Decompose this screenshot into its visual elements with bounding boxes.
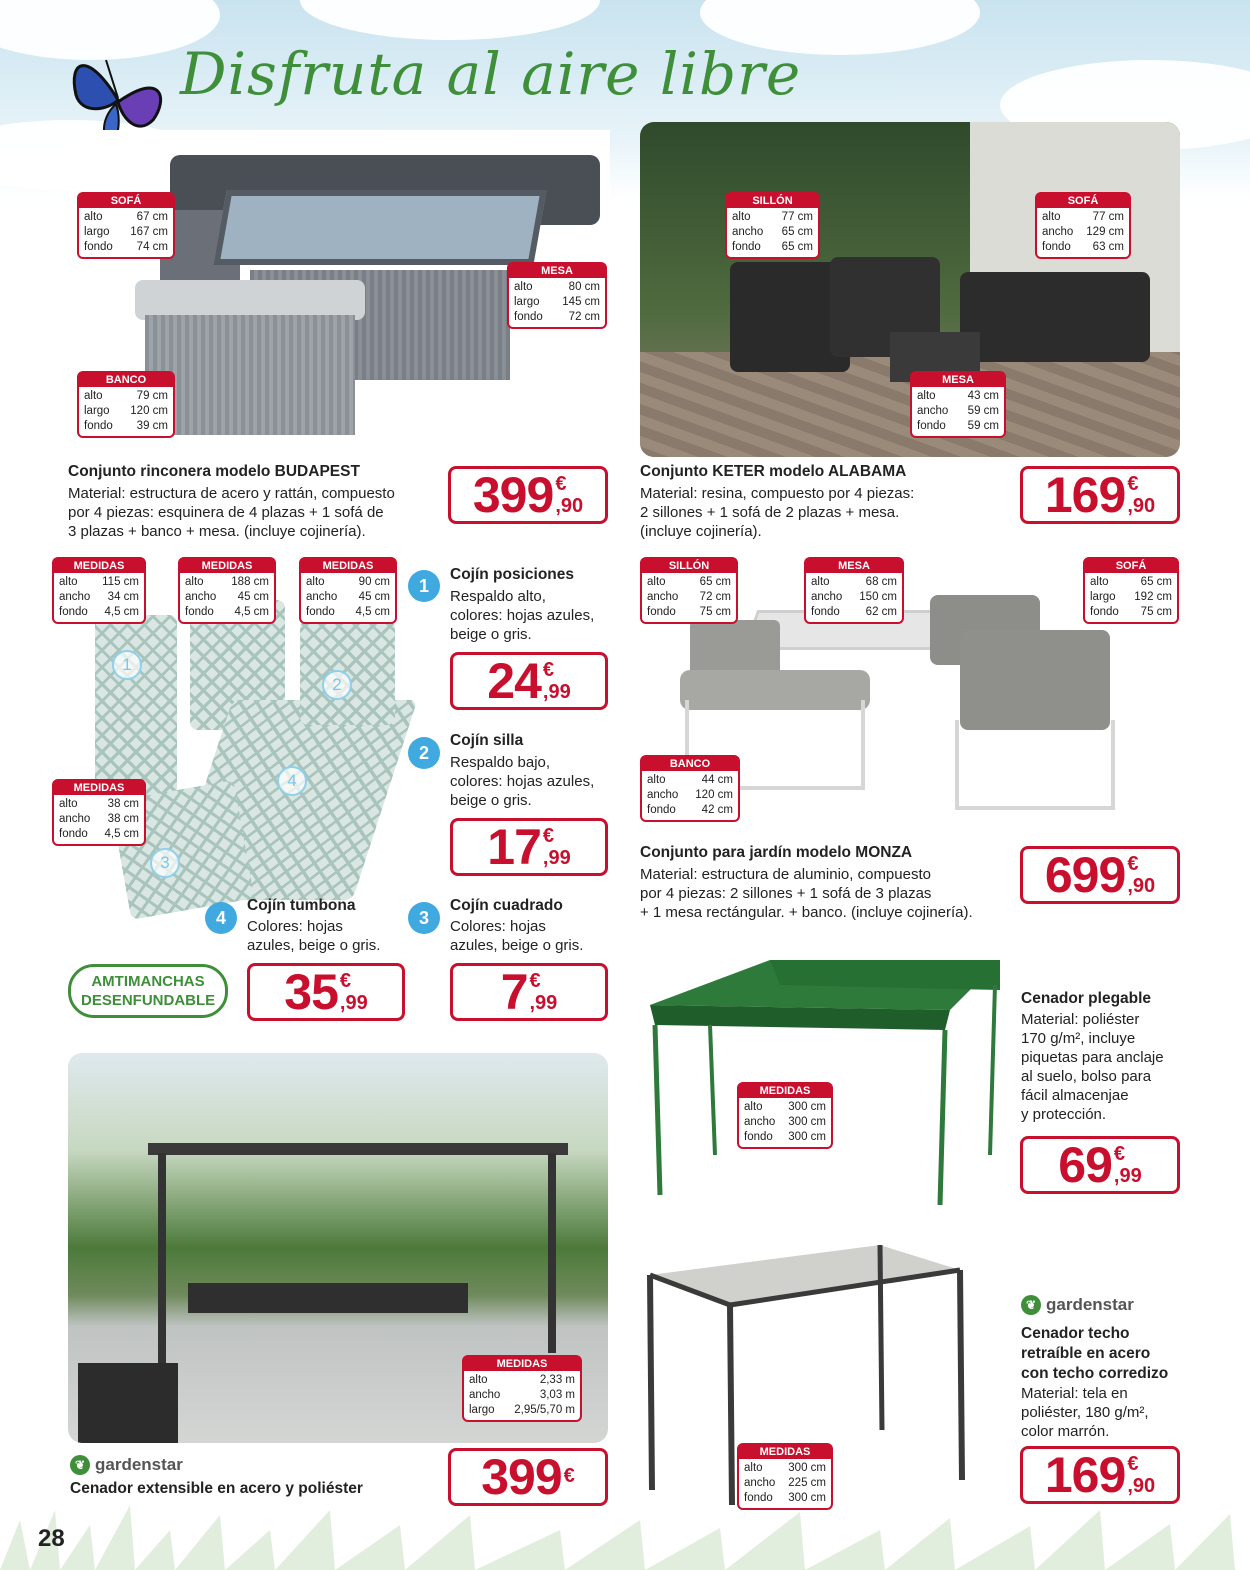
budapest-desc: Material: estructura de acero y rattán, compuesto por 4 piezas: esquinera de 4 plazas + 1 sofá de 3 plazas + banco + mesa. (incluye cojinería). xyxy=(68,485,395,540)
dims-header: MEDIDAS xyxy=(739,1445,831,1459)
grass-decoration xyxy=(0,1500,1250,1570)
cushion-1-name: Cojín posiciones xyxy=(450,566,575,583)
dims-row: fondo 300 cm xyxy=(744,1492,826,1504)
dims-row: ancho 225 cm xyxy=(744,1477,826,1489)
monza-mesa-dims xyxy=(804,557,904,624)
dims-header: MEDIDAS xyxy=(739,1084,831,1098)
gardenstar-brand: ❦ gardenstar xyxy=(70,1455,183,1475)
dims-row: fondo 42 cm xyxy=(647,804,733,816)
monza-name: Conjunto para jardín modelo MONZA xyxy=(640,844,913,861)
dims-row: alto 115 cm xyxy=(59,576,139,588)
cenador-techo-desc: Material: tela en poliéster, 180 g/m², color marrón. xyxy=(1021,1385,1149,1440)
dims-row: fondo 63 cm xyxy=(1042,241,1124,253)
dims-row: alto 79 cm xyxy=(84,390,168,402)
dims-header: MEDIDAS xyxy=(54,781,144,795)
cushion-2-number: 2 xyxy=(408,737,440,769)
cushion-2-name: Cojín silla xyxy=(450,732,524,749)
cushion-3-price: 7 € ,99 xyxy=(450,963,608,1021)
dims-row: ancho 129 cm xyxy=(1042,226,1124,238)
dims-row: alto 77 cm xyxy=(732,211,813,223)
monza-price: 699 € ,90 xyxy=(1020,846,1180,904)
dims-row: largo 2,95/5,70 m xyxy=(469,1404,575,1416)
dims-header: MESA xyxy=(509,264,605,278)
dims-header: SOFÁ xyxy=(1037,194,1129,208)
dims-row: fondo 4,5 cm xyxy=(59,828,139,840)
dims-row: fondo 65 cm xyxy=(732,241,813,253)
dims-row: fondo 59 cm xyxy=(917,420,999,432)
dims-row: fondo 4,5 cm xyxy=(306,606,390,618)
dims-header: MEDIDAS xyxy=(301,559,395,573)
dims-row: ancho 45 cm xyxy=(185,591,269,603)
dims-row: alto 65 cm xyxy=(647,576,731,588)
cenador-extensible-dims xyxy=(462,1355,582,1422)
cushion-4-name: Cojín tumbona xyxy=(247,897,356,914)
cenador-techo-name: Cenador techo retraíble en acero con techo corredizo xyxy=(1021,1325,1169,1382)
dims-header: BANCO xyxy=(79,373,173,387)
budapest-banco-dims xyxy=(77,371,175,438)
cushion-1-number: 1 xyxy=(408,570,440,602)
dims-row: ancho 300 cm xyxy=(744,1116,826,1128)
dims-row: ancho 34 cm xyxy=(59,591,139,603)
budapest-sofa-dims xyxy=(77,192,175,259)
cushion-4-number: 4 xyxy=(205,902,237,934)
alabama-sillon-dims xyxy=(725,192,820,259)
cushion-label-2: 2 xyxy=(322,670,352,700)
dims-row: ancho 120 cm xyxy=(647,789,733,801)
dims-row: alto 38 cm xyxy=(59,798,139,810)
alabama-sofa-dims xyxy=(1035,192,1131,259)
cushion-2-desc: Respaldo bajo, colores: hojas azules, beige o gris. xyxy=(450,754,595,809)
page-title: Disfruta al aire libre xyxy=(180,40,802,108)
dims-row: alto 300 cm xyxy=(744,1101,826,1113)
dims-header: BANCO xyxy=(642,757,738,771)
dims-row: fondo 62 cm xyxy=(811,606,897,618)
dims-row: ancho 72 cm xyxy=(647,591,731,603)
cushion-3-name: Cojín cuadrado xyxy=(450,897,563,914)
cushion-1-dims xyxy=(52,557,146,624)
dims-row: alto 43 cm xyxy=(917,390,999,402)
monza-banco-dims xyxy=(640,755,740,822)
dims-header: MESA xyxy=(806,559,902,573)
cushion-4-desc: Colores: hojas azules, beige o gris. xyxy=(247,918,381,954)
dims-row: ancho 150 cm xyxy=(811,591,897,603)
dims-row: largo 192 cm xyxy=(1090,591,1172,603)
cushion-2-image xyxy=(300,620,395,725)
cenador-extensible-price: 399 € xyxy=(448,1448,608,1506)
dims-row: fondo 300 cm xyxy=(744,1131,826,1143)
cushion-2-dims xyxy=(299,557,397,624)
cenador-extensible-name: Cenador extensible en acero y poliéster xyxy=(70,1480,363,1497)
cushion-label-4: 4 xyxy=(277,766,307,796)
dims-row: fondo 74 cm xyxy=(84,241,168,253)
dims-row: alto 65 cm xyxy=(1090,576,1172,588)
cenador-plegable-desc: Material: poliéster 170 g/m², incluye piquetas para anclaje al suelo, bolso para fácil almacenjae y protección. xyxy=(1021,1011,1164,1123)
dims-row: alto 77 cm xyxy=(1042,211,1124,223)
cushion-1-price: 24 € ,99 xyxy=(450,652,608,710)
dims-row: fondo 39 cm xyxy=(84,420,168,432)
cushion-label-1: 1 xyxy=(112,650,142,680)
alabama-price: 169 € ,90 xyxy=(1020,466,1180,524)
dims-row: ancho 59 cm xyxy=(917,405,999,417)
cenador-techo-price: 169 € ,90 xyxy=(1020,1446,1180,1504)
cushion-1-desc: Respaldo alto, colores: hojas azules, beige o gris. xyxy=(450,588,595,643)
leaf-icon: ❦ xyxy=(1021,1295,1041,1315)
cushion-4-price: 35 € ,99 xyxy=(247,963,405,1021)
dims-row: fondo 75 cm xyxy=(647,606,731,618)
cenador-plegable-dims xyxy=(737,1082,833,1149)
dims-header: SOFÁ xyxy=(1085,559,1177,573)
dims-row: alto 188 cm xyxy=(185,576,269,588)
alabama-name: Conjunto KETER modelo ALABAMA xyxy=(640,463,907,480)
dims-row: largo 120 cm xyxy=(84,405,168,417)
budapest-mesa-dims xyxy=(507,262,607,329)
cenador-plegable-name: Cenador plegable xyxy=(1021,990,1152,1007)
dims-row: alto 80 cm xyxy=(514,281,600,293)
cushion-3-dims xyxy=(52,779,146,846)
dims-row: largo 145 cm xyxy=(514,296,600,308)
cushion-4-dims xyxy=(178,557,276,624)
dims-row: alto 300 cm xyxy=(744,1462,826,1474)
cushion-3-desc: Colores: hojas azules, beige o gris. xyxy=(450,918,584,954)
gardenstar-brand: ❦ gardenstar xyxy=(1021,1295,1134,1315)
dims-row: fondo 72 cm xyxy=(514,311,600,323)
dims-row: fondo 4,5 cm xyxy=(59,606,139,618)
dims-row: fondo 4,5 cm xyxy=(185,606,269,618)
page-number: 28 xyxy=(38,1525,65,1552)
dims-row: ancho 38 cm xyxy=(59,813,139,825)
dims-header: MEDIDAS xyxy=(180,559,274,573)
antistain-badge: AMTIMANCHAS DESENFUNDABLE xyxy=(68,964,228,1018)
dims-row: ancho 45 cm xyxy=(306,591,390,603)
dims-header: SOFÁ xyxy=(79,194,173,208)
dims-row: ancho 65 cm xyxy=(732,226,813,238)
leaf-icon: ❦ xyxy=(70,1455,90,1475)
dims-row: alto 90 cm xyxy=(306,576,390,588)
cushion-2-price: 17 € ,99 xyxy=(450,818,608,876)
dims-row: fondo 75 cm xyxy=(1090,606,1172,618)
dims-header: SILLÓN xyxy=(727,194,818,208)
dims-row: alto 2,33 m xyxy=(469,1374,575,1386)
dims-row: alto 44 cm xyxy=(647,774,733,786)
dims-header: MEDIDAS xyxy=(54,559,144,573)
dims-row: alto 67 cm xyxy=(84,211,168,223)
alabama-desc: Material: resina, compuesto por 4 piezas: 2 sillones + 1 sofá de 2 plazas + mesa. (incluye cojinería). xyxy=(640,485,915,540)
dims-header: MEDIDAS xyxy=(464,1357,580,1371)
cenador-plegable-price: 69 € ,99 xyxy=(1020,1136,1180,1194)
monza-sillon-dims xyxy=(640,557,738,624)
dims-row: alto 68 cm xyxy=(811,576,897,588)
budapest-name: Conjunto rinconera modelo BUDAPEST xyxy=(68,463,360,480)
budapest-price: 399 € ,90 xyxy=(448,466,608,524)
monza-desc: Material: estructura de aluminio, compuesto por 4 piezas: 2 sillones + 1 sofá de 3 plazas + 1 mesa rectángular. + banco. (incluye cojinería). xyxy=(640,866,973,921)
cushion-3-number: 3 xyxy=(408,902,440,934)
dims-row: ancho 3,03 m xyxy=(469,1389,575,1401)
dims-header: SILLÓN xyxy=(642,559,736,573)
alabama-mesa-dims xyxy=(910,371,1006,438)
dims-header: MESA xyxy=(912,373,1004,387)
dims-row: largo 167 cm xyxy=(84,226,168,238)
monza-sofa-dims xyxy=(1083,557,1179,624)
cushion-label-3: 3 xyxy=(150,848,180,878)
